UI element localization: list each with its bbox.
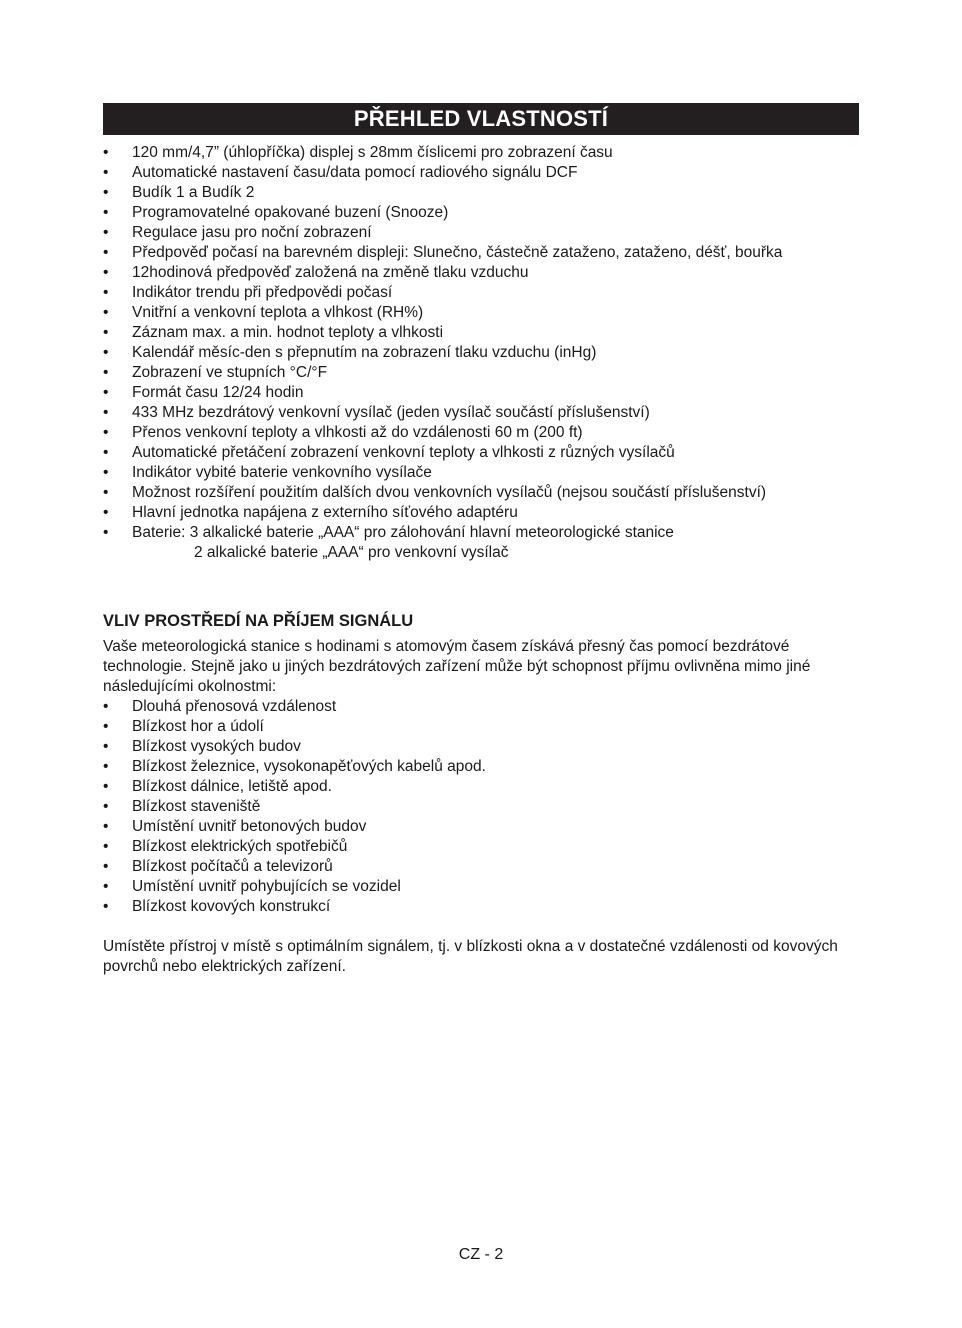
- bullet: •: [103, 284, 109, 301]
- bullet: •: [103, 778, 109, 795]
- list-item-text: Vnitřní a venkovní teplota a vlhkost (RH%): [132, 304, 424, 321]
- bullet: •: [103, 798, 109, 815]
- list-item-text: Předpověď počasí na barevném displeji: Slunečno, částečně zataženo, zataženo, déšť, bouřka: [132, 244, 783, 261]
- list-item: [103, 203, 863, 223]
- list-item-text: Zobrazení ve stupních °C/°F: [132, 364, 328, 381]
- list-item: [103, 523, 863, 543]
- list-item: [103, 483, 863, 503]
- list-item-text: Formát času 12/24 hodin: [132, 384, 304, 401]
- list-item: [103, 183, 863, 203]
- list-item-text: Přenos venkovní teploty a vlhkosti až do vzdálenosti 60 m (200 ft): [132, 424, 583, 441]
- bullet: •: [103, 164, 109, 181]
- bullet: •: [103, 758, 109, 775]
- bullet: •: [103, 738, 109, 755]
- list-item-text: Blízkost dálnice, letiště apod.: [132, 778, 332, 795]
- bullet: •: [103, 264, 109, 281]
- list-item-text: Automatické nastavení času/data pomocí radiového signálu DCF: [132, 164, 578, 181]
- bullet: •: [103, 364, 109, 381]
- list-item: [103, 403, 863, 423]
- bullet: •: [103, 304, 109, 321]
- conditions-list: [103, 697, 863, 917]
- list-item-text: Blízkost staveniště: [132, 798, 261, 815]
- bullet: •: [103, 184, 109, 201]
- bullet: •: [103, 858, 109, 875]
- list-item-text: Blízkost kovových konstrukcí: [132, 898, 331, 915]
- battery-second-line: 2 alkalické baterie „AAA“ pro venkovní vysílač: [194, 544, 509, 561]
- bullet: •: [103, 504, 109, 521]
- list-item: [103, 343, 863, 363]
- list-item: [103, 463, 863, 483]
- list-item: [103, 263, 863, 283]
- list-item-text: Kalendář měsíc-den s přepnutím na zobrazení tlaku vzduchu (inHg): [132, 344, 597, 361]
- list-item: [103, 697, 863, 717]
- list-item-text: Záznam max. a min. hodnot teploty a vlhkosti: [132, 324, 444, 341]
- bullet: •: [103, 204, 109, 221]
- list-item-text: Umístění uvnitř betonových budov: [132, 818, 367, 835]
- page-number: CZ - 2: [458, 1246, 504, 1263]
- bullet: •: [103, 404, 109, 421]
- feature-list: [103, 143, 863, 543]
- list-item-text: Indikátor vybité baterie venkovního vysílače: [132, 464, 432, 481]
- list-item-text: Blízkost počítačů a televizorů: [132, 858, 333, 875]
- intro-paragraph: Vaše meteorologická stanice s hodinami s atomovým časem získává přesný čas pomocí bezdrátové technologie. Stejně jako u jiných bezdrátových zařízení může být schopnost příjmu ovlivněna mimo jiné následujícími okolnostmi:: [103, 638, 811, 695]
- list-item-text: Baterie: 3 alkalické baterie „AAA“ pro zálohování hlavní meteorologické stanice: [132, 524, 674, 541]
- list-item-text: Automatické přetáčení zobrazení venkovní teploty a vlhkosti z různých vysílačů: [132, 444, 675, 461]
- bullet: •: [103, 484, 109, 501]
- list-item: [103, 303, 863, 323]
- list-item: [103, 897, 863, 917]
- list-item-text: 120 mm/4,7” (úhlopříčka) displej s 28mm číslicemi pro zobrazení času: [132, 144, 613, 161]
- list-item: [103, 877, 863, 897]
- list-item-text: Možnost rozšíření použitím dalších dvou venkovních vysílačů (nejsou součástí příslušenství): [132, 484, 767, 501]
- list-item: [103, 797, 863, 817]
- list-item-text: Blízkost elektrických spotřebičů: [132, 838, 348, 855]
- list-item-text: 12hodinová předpověď založená na změně tlaku vzduchu: [132, 264, 529, 281]
- list-item: [103, 143, 863, 163]
- list-item: [103, 223, 863, 243]
- list-item-text: Blízkost železnice, vysokonapěťových kabelů apod.: [132, 758, 486, 775]
- closing-paragraph: Umístěte přístroj v místě s optimálním signálem, tj. v blízkosti okna a v dostatečné vzdálenosti od kovových povrchů nebo elektrických zařízení.: [103, 938, 838, 975]
- bullet: •: [103, 344, 109, 361]
- list-item-text: Regulace jasu pro noční zobrazení: [132, 224, 372, 241]
- bullet: •: [103, 524, 109, 541]
- list-item-text: Programovatelné opakované buzení (Snooze): [132, 204, 449, 221]
- list-item-text: Budík 1 a Budík 2: [132, 184, 255, 201]
- list-item: [103, 837, 863, 857]
- list-item: [103, 717, 863, 737]
- bullet: •: [103, 698, 109, 715]
- bullet: •: [103, 718, 109, 735]
- bullet: •: [103, 838, 109, 855]
- list-item: [103, 443, 863, 463]
- list-item: [103, 857, 863, 877]
- list-item: [103, 383, 863, 403]
- list-item-text: Dlouhá přenosová vzdálenost: [132, 698, 337, 715]
- bullet: •: [103, 424, 109, 441]
- bullet: •: [103, 144, 109, 161]
- bullet: •: [103, 878, 109, 895]
- list-item: [103, 363, 863, 383]
- bullet: •: [103, 444, 109, 461]
- list-item-text: Hlavní jednotka napájena z externího síťového adaptéru: [132, 504, 518, 521]
- list-item: [103, 503, 863, 523]
- section-heading: VLIV PROSTŘEDÍ NA PŘÍJEM SIGNÁLU: [103, 612, 414, 630]
- bullet: •: [103, 818, 109, 835]
- list-item: [103, 737, 863, 757]
- bullet: •: [103, 224, 109, 241]
- bullet: •: [103, 898, 109, 915]
- page-title: PŘEHLED VLASTNOSTÍ: [103, 103, 859, 135]
- list-item: [103, 243, 863, 263]
- list-item-text: 433 MHz bezdrátový venkovní vysílač (jeden vysílač součástí příslušenství): [132, 404, 650, 421]
- list-item: [103, 817, 863, 837]
- list-item: [103, 777, 863, 797]
- list-item-text: Blízkost vysokých budov: [132, 738, 301, 755]
- bullet: •: [103, 324, 109, 341]
- bullet: •: [103, 384, 109, 401]
- list-item-text: Blízkost hor a údolí: [132, 718, 264, 735]
- list-item: [103, 283, 863, 303]
- list-item: [103, 163, 863, 183]
- list-item: [103, 423, 863, 443]
- list-item-text: Indikátor trendu při předpovědi počasí: [132, 284, 393, 301]
- list-item: [103, 757, 863, 777]
- list-item: [103, 323, 863, 343]
- list-item-text: Umístění uvnitř pohybujících se vozidel: [132, 878, 401, 895]
- bullet: •: [103, 464, 109, 481]
- bullet: •: [103, 244, 109, 261]
